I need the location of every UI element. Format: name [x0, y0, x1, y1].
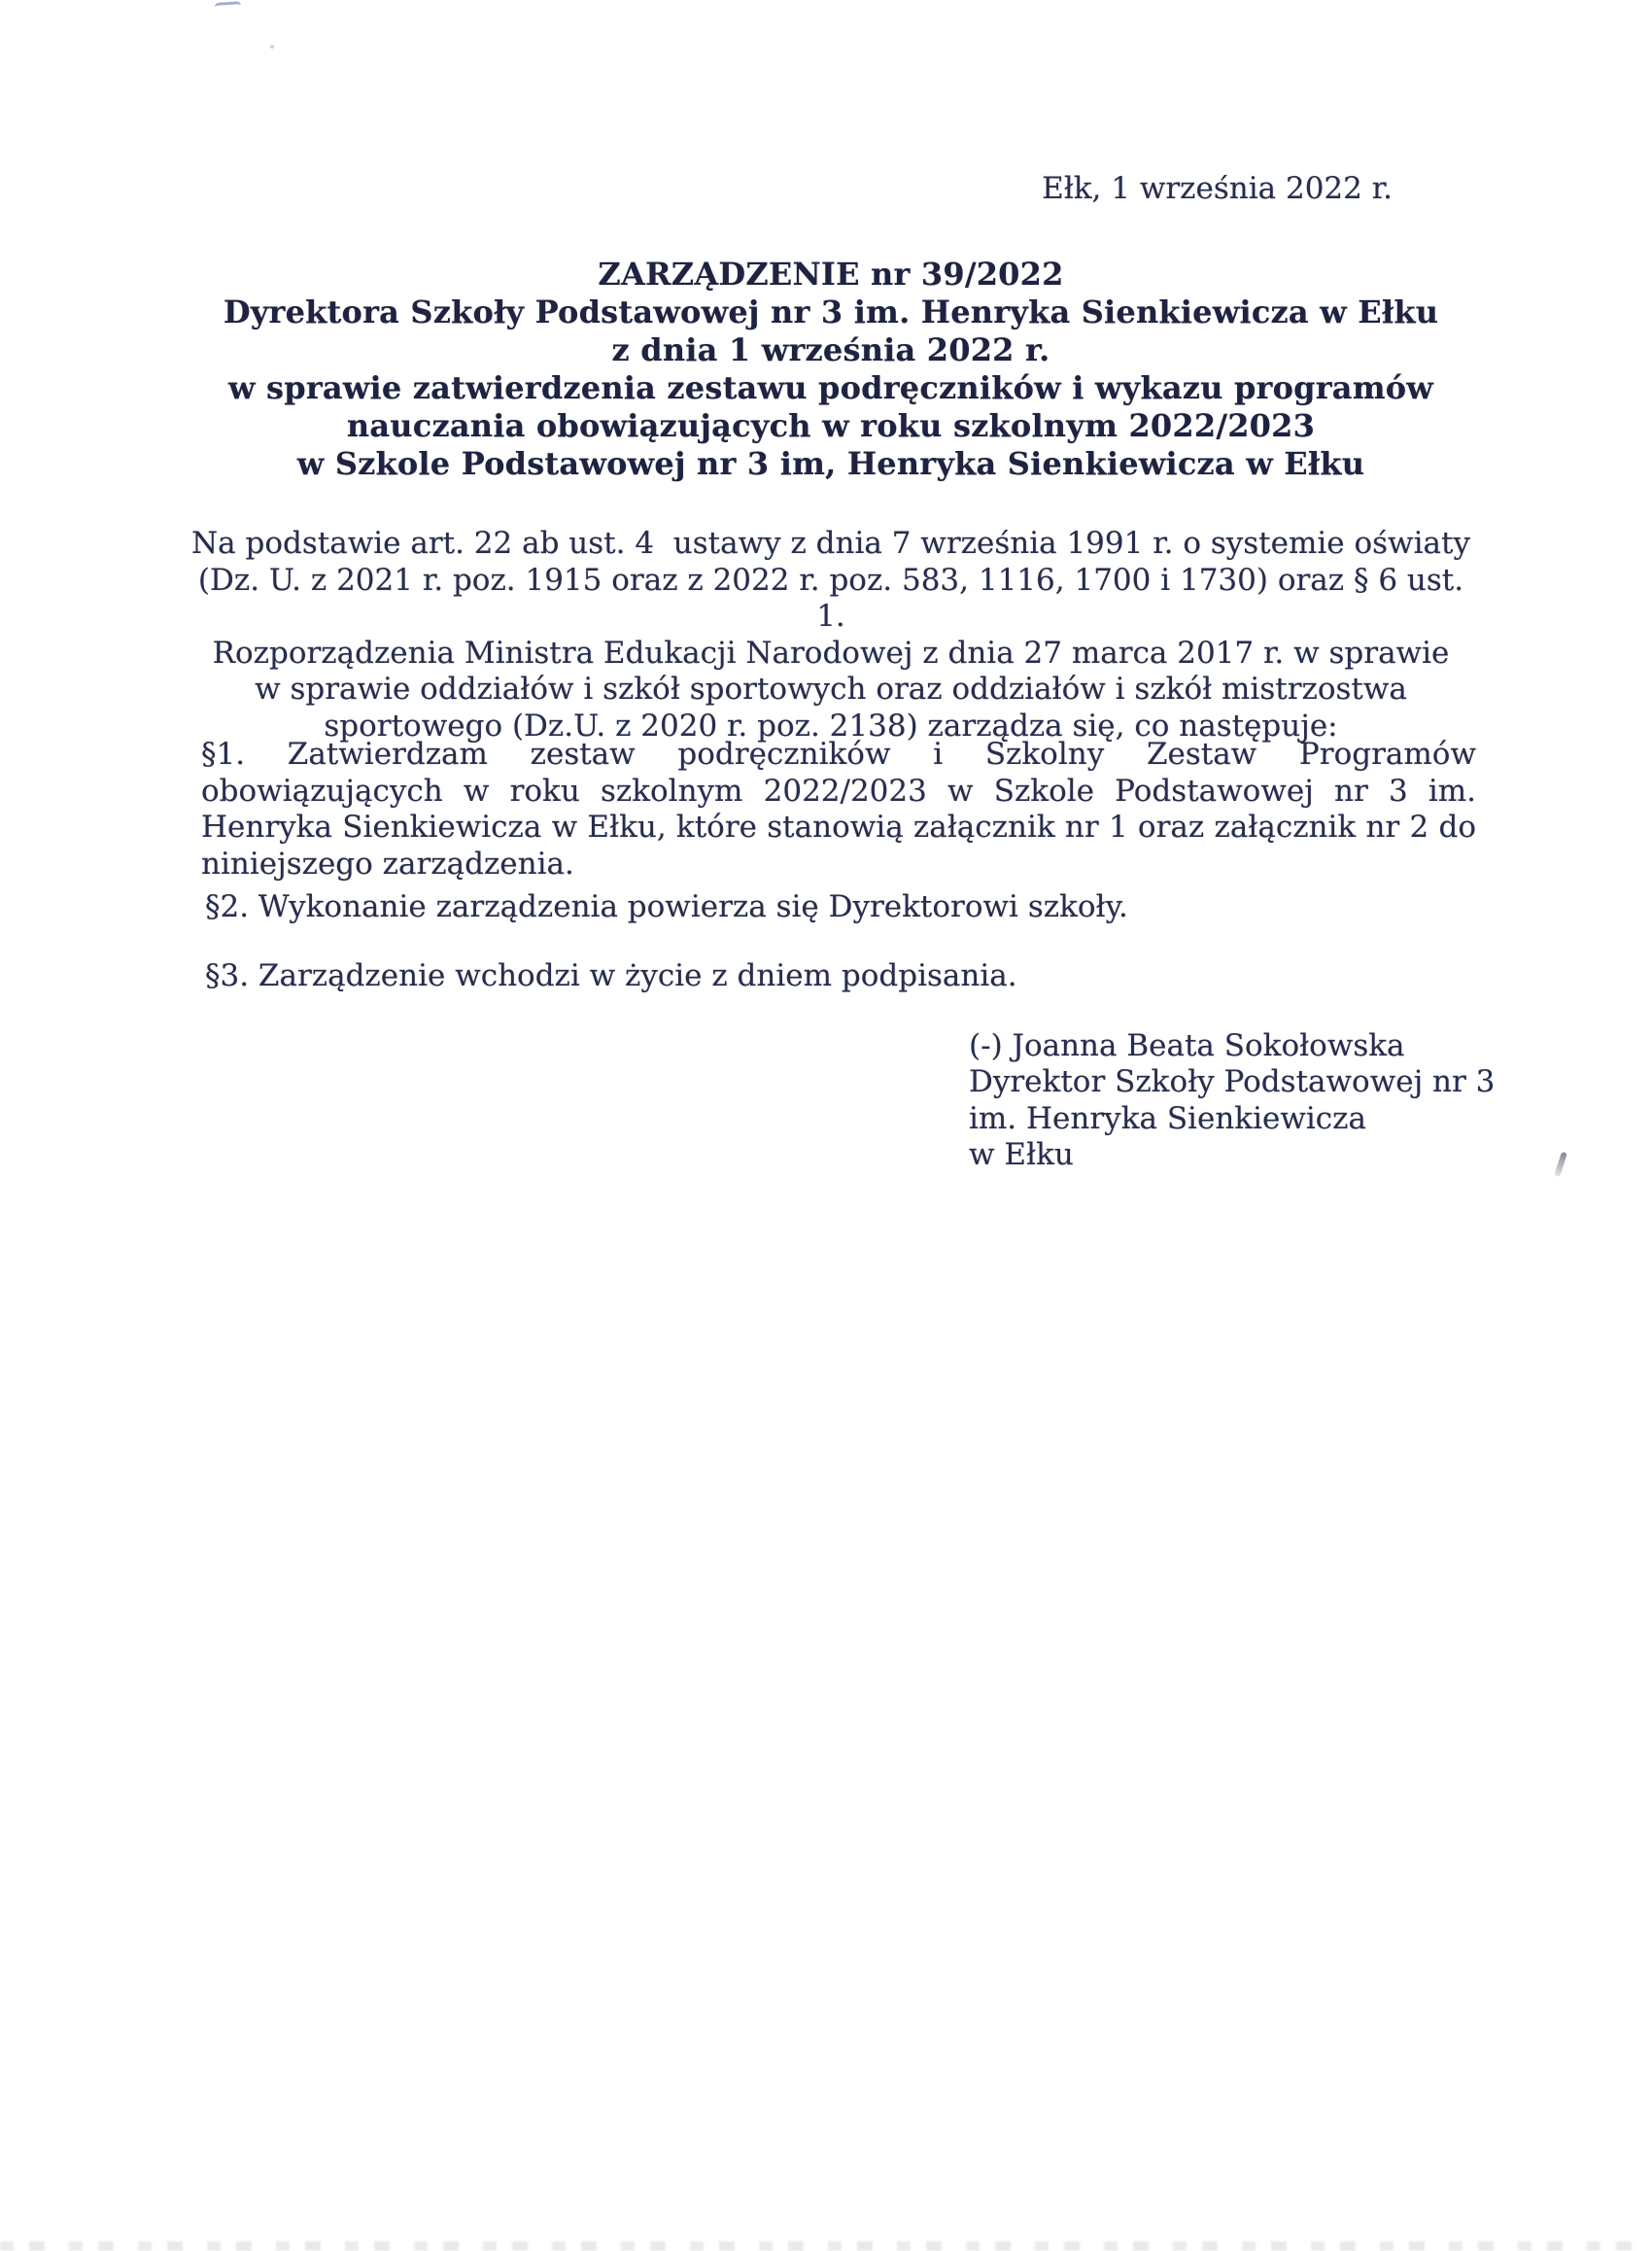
document-title-block [185, 256, 1477, 483]
legal-basis-line: sportowego (Dz.U. z 2020 r. poz. 2138) zarządza się, co następuje: [324, 708, 1338, 744]
legal-basis-paragraph [185, 526, 1477, 745]
section-paragraph-3: §3. Zarządzenie wchodzi w życie z dniem podpisania. [205, 958, 1017, 993]
title-line-ordinance-number: ZARZĄDZENIE nr 39/2022 [598, 256, 1064, 293]
scan-artifact-stray-mark [1554, 1152, 1567, 1178]
signature-role-line: Dyrektor Szkoły Podstawowej nr 3 [969, 1064, 1496, 1100]
title-line-date: z dnia 1 września 2022 r. [611, 331, 1050, 368]
signature-block [969, 1028, 1495, 1173]
signature-name-line: (-) Joanna Beata Sokołowska [969, 1028, 1405, 1063]
scan-artifact-bottom-edge-noise [0, 2241, 1652, 2251]
title-line-subject-3: w Szkole Podstawowej nr 3 im, Henryka Sienkiewicza w Ełku [296, 445, 1365, 482]
scan-artifact-pink-speck [270, 45, 274, 49]
section-paragraph-2: §2. Wykonanie zarządzenia powierza się Dyrektorowi szkoły. [205, 889, 1128, 924]
legal-basis-line: w sprawie oddziałów i szkół sportowych oraz oddziałów i szkół mistrzostwa [255, 672, 1407, 707]
signature-school-patron-line: im. Henryka Sienkiewicza [969, 1100, 1366, 1136]
legal-basis-line: Rozporządzenia Ministra Edukacji Narodowej z dnia 27 marca 2017 r. w sprawie [212, 635, 1450, 671]
document-date-line: Ełk, 1 września 2022 r. [1042, 171, 1393, 206]
title-line-issuer: Dyrektora Szkoły Podstawowej nr 3 im. Henryka Sienkiewicza w Ełku [223, 294, 1439, 330]
scan-artifact-top-dash [215, 1, 242, 12]
legal-basis-line: Na podstawie art. 22 ab ust. 4 ustawy z dnia 7 września 1991 r. o systemie oświaty [191, 526, 1470, 561]
signature-city-line: w Ełku [969, 1136, 1074, 1172]
title-line-subject-2: nauczania obowiązujących w roku szkolnym 2022/2023 [346, 407, 1316, 444]
title-line-subject-1: w sprawie zatwierdzenia zestawu podręczników i wykazu programów [227, 369, 1434, 406]
legal-basis-line: (Dz. U. z 2021 r. poz. 1915 oraz z 2022 r. poz. 583, 1116, 1700 i 1730) oraz § 6 ust. 1. [197, 562, 1473, 634]
section-paragraph-1: §1. Zatwierdzam zestaw podręczników i Szkolny Zestaw Programów obowiązujących w roku szkolnym 2022/2023 w Szkole Podstawowej nr 3 im. Henryka Sienkiewicza w Ełku, które stanowią załącznik nr 1 oraz załącznik nr 2 do niniejszego zarządzenia. [201, 737, 1476, 882]
